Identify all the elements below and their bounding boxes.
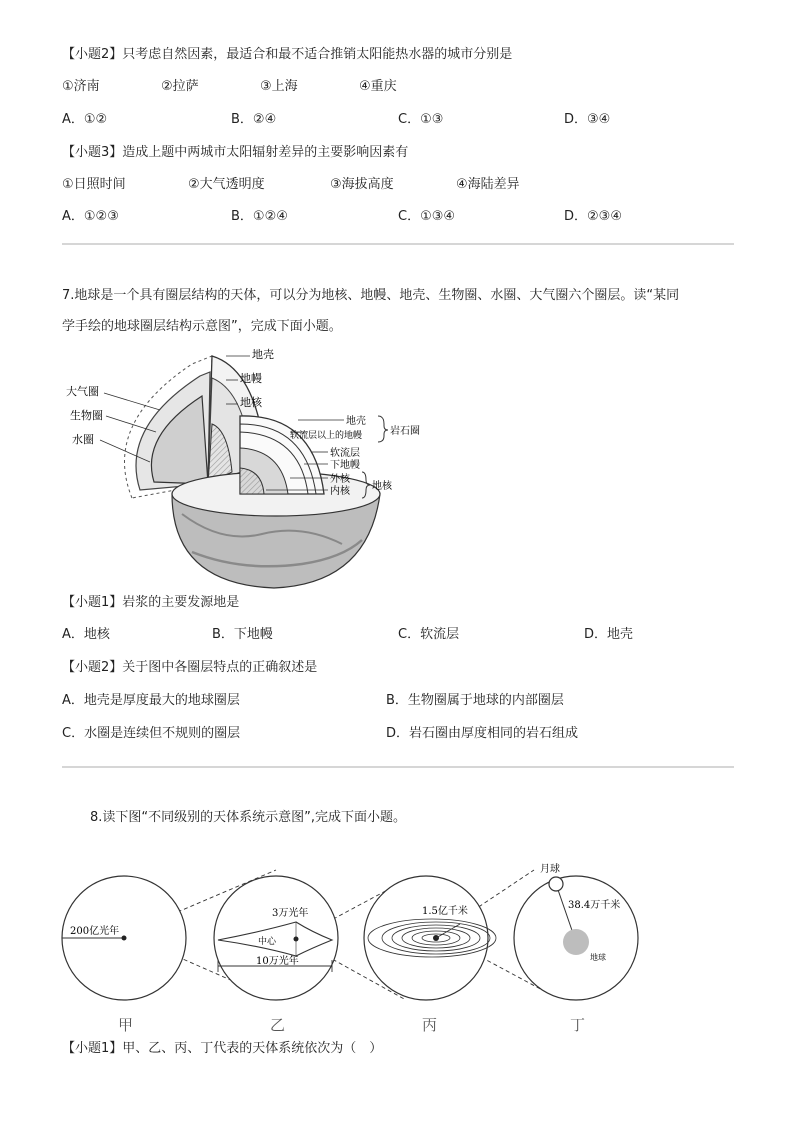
label-hydrosphere: 水圈 xyxy=(72,433,94,446)
label-top-core: 地核 xyxy=(240,396,262,409)
q6-sub3-stem: 【小题3】造成上题中两城市太阳辐射差异的主要影响因素有 xyxy=(62,145,409,160)
label-atmosphere: 大气圈 xyxy=(66,385,99,398)
q7-sub1-option-b: B．下地幔 xyxy=(212,627,273,642)
q6-sub2-option-d: D．③④ xyxy=(564,112,611,127)
caption-yi: 乙 xyxy=(270,1016,286,1034)
earth xyxy=(563,929,589,955)
label-lower-mantle: 下地幔 xyxy=(330,460,360,471)
label-core-group: 地核 xyxy=(372,481,392,492)
ding-distance-label: 38.4万千米 xyxy=(568,900,621,911)
label-upper-mantle: 软流层以上的地幔 xyxy=(290,431,363,441)
q6-sub2-option-c: C．①③ xyxy=(398,112,444,127)
q7-intro-line2: 学手绘的地球圈层结构示意图”，完成下面小题。 xyxy=(62,319,342,334)
label-top-crust: 地壳 xyxy=(252,348,274,361)
caption-bing: 丙 xyxy=(422,1016,438,1034)
q7-sub2-option-b: B．生物圈属于地球的内部圈层 xyxy=(386,693,564,708)
solar-system-circle xyxy=(364,876,488,1000)
q6-sub3-item: ①日照时间 xyxy=(62,177,126,192)
q7-sub2-option-d: D．岩石圈由厚度相同的岩石组成 xyxy=(386,726,579,741)
caption-ding: 丁 xyxy=(570,1016,586,1034)
q8-sub1-stem: 【小题1】甲、乙、丙、丁代表的天体系统依次为（ ） xyxy=(62,1041,383,1056)
divider xyxy=(62,766,734,768)
q6-sub2-item: ④重庆 xyxy=(359,79,397,94)
label-crust: 地壳 xyxy=(346,416,366,427)
moon xyxy=(549,877,563,891)
jia-radius-label: 200亿光年 xyxy=(70,926,120,937)
earth-layers-figure xyxy=(62,344,442,590)
q6-sub3-option-a: A．①②③ xyxy=(62,209,119,224)
q6-sub2-item: ①济南 xyxy=(62,79,100,94)
q6-sub3-item: ③海拔高度 xyxy=(330,177,394,192)
q6-sub3-option-c: C．①③④ xyxy=(398,209,456,224)
q6-sub3-option-d: D．②③④ xyxy=(564,209,622,224)
q7-sub2-stem: 【小题2】关于图中各圈层特点的正确叙述是 xyxy=(62,660,318,675)
caption-jia: 甲 xyxy=(118,1016,134,1034)
ding-moon-label: 月球 xyxy=(540,864,560,875)
q6-sub2-item: ③上海 xyxy=(260,79,298,94)
label-lithosphere-group: 岩石圈 xyxy=(390,426,420,437)
ding-earth-label: 地球 xyxy=(590,953,606,962)
q6-sub2-stem: 【小题2】只考虑自然因素，最适合和最不适合推销太阳能热水器的城市分别是 xyxy=(62,47,513,62)
q7-sub2-option-c: C．水圈是连续但不规则的圈层 xyxy=(62,726,241,741)
q6-sub2-item: ②拉萨 xyxy=(161,79,199,94)
q7-sub1-option-d: D．地壳 xyxy=(584,627,634,642)
label-outer-core: 外核 xyxy=(330,474,350,485)
q7-sub1-option-c: C．软流层 xyxy=(398,627,460,642)
q7-intro-line1: 7.地球是一个具有圈层结构的天体，可以分为地核、地幔、地壳、生物圈、水圈、大气圈六个圈层。读“某同 xyxy=(62,288,680,303)
yi-center-label: 中心 xyxy=(258,937,277,947)
q6-sub3-item: ②大气透明度 xyxy=(188,177,265,192)
yi-bottom-label: 10万光年 xyxy=(256,956,299,967)
bing-label: 1.5亿千米 xyxy=(422,906,468,917)
celestial-systems-figure xyxy=(60,860,660,1040)
label-asthenosphere: 软流层 xyxy=(330,448,360,459)
label-biosphere: 生物圈 xyxy=(70,409,103,422)
q7-sub1-stem: 【小题1】岩浆的主要发源地是 xyxy=(62,595,240,610)
q6-sub3-option-b: B．①②④ xyxy=(231,209,288,224)
q8-intro: 8.读下图“不同级别的天体系统示意图”,完成下面小题。 xyxy=(90,810,407,825)
label-inner-core: 内核 xyxy=(330,486,350,497)
q6-sub2-option-a: A．①② xyxy=(62,112,108,127)
q7-sub1-option-a: A．地核 xyxy=(62,627,110,642)
q7-sub2-option-a: A．地壳是厚度最大的地球圈层 xyxy=(62,693,240,708)
label-top-mantle: 地幔 xyxy=(240,372,262,385)
yi-top-label: 3万光年 xyxy=(272,908,309,919)
q6-sub3-item: ④海陆差异 xyxy=(456,177,520,192)
divider xyxy=(62,243,734,245)
q6-sub2-option-b: B．②④ xyxy=(231,112,277,127)
